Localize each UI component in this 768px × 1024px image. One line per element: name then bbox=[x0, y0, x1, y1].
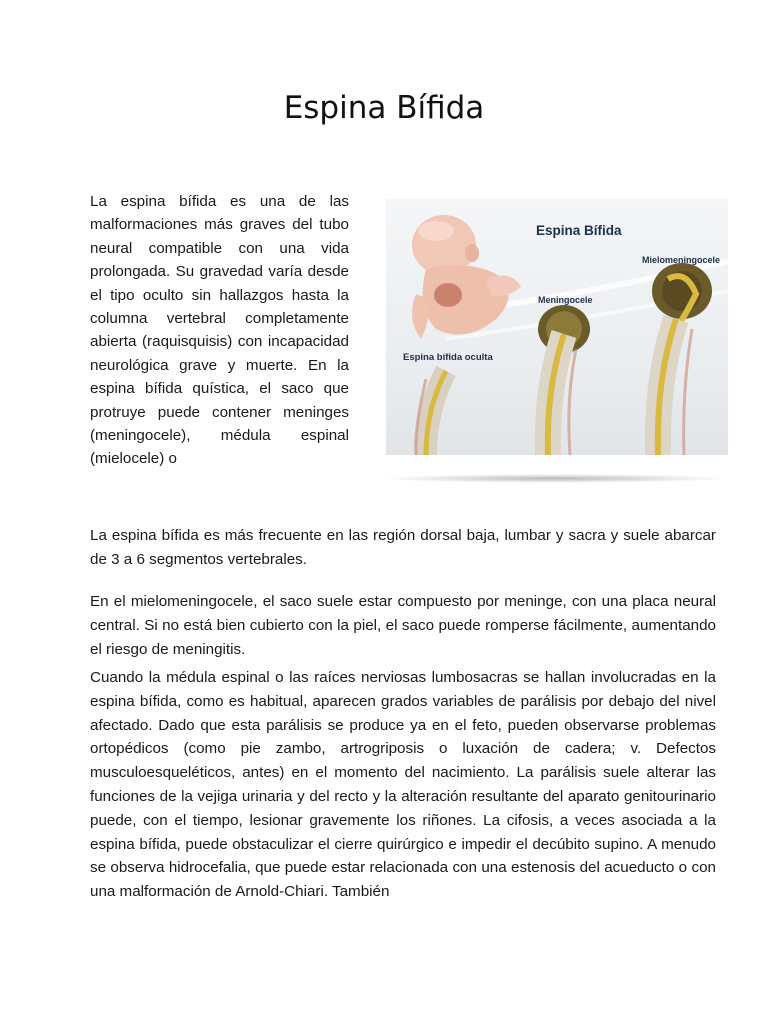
occult-spine-drawing bbox=[416, 371, 446, 455]
page-title: Espina Bífida bbox=[283, 90, 485, 126]
intro-paragraph: La espina bífida es una de las malformaciones más graves del tubo neural compatible con una vida prolongada. Su gravedad varía desde el tipo oculto sin hallazgos hasta la columna vertebral completamente abierta (raquisquisis) con incapacidad neurológica grave y muerte. En la espina bífida quística, el saco que protruye puede contener meninges (meningocele), médula espinal (mielocele) o bbox=[90, 193, 349, 468]
body-paragraph-1: La espina bífida es más frecuente en las región dorsal baja, lumbar y sacra y suele abarcar de 3 a 6 segmentos vertebrales. bbox=[90, 527, 716, 568]
illustration-panel bbox=[386, 199, 728, 455]
figure-title: Espina Bífida bbox=[536, 223, 622, 238]
label-occult-spina-bifida: Espina bífida oculta bbox=[403, 352, 493, 363]
body-paragraph-3: Cuando la médula espinal o las raíces nerviosas lumbosacras se hallan involucradas en la espina bífida, como es habitual, aparecen grados variables de parálisis por debajo del nivel afectado. Dado que esta parálisis se produce ya en el feto, pueden observarse problemas ortopédicos (como pie zambo, artrogriposis o luxación de cadera; v. Defectos musculoesqueléticos, antes) en el momento del nacimiento. La parálisis suele alterar las funciones de la vejiga urinaria y del recto y la alteración resultante del aparato genitourinario puede, con el tiempo, lesionar gravemente los riñones. La cifosis, a veces asociada a la espina bífida, puede obstaculizar el cierre quirúrgico e impedir el decúbito supino. A menudo se observa hidrocefalia, que puede estar relacionada con una estenosis del acueducto o con una malformación de Arnold-Chiari. También bbox=[90, 669, 716, 901]
body-paragraph-2: En el mielomeningocele, el saco suele estar compuesto por meninge, con una placa neural central. Si no está bien cubierto con la piel, el saco puede romperse fácilmente, aumentando el riesgo de meningitis. bbox=[90, 593, 716, 658]
label-meningocele: Meningocele bbox=[538, 295, 593, 305]
figure-shadow bbox=[380, 474, 728, 483]
meningocele-spine-drawing bbox=[538, 305, 590, 455]
myelomeningocele-spine-drawing bbox=[652, 263, 712, 455]
label-myelomeningocele: Mielomeningocele bbox=[642, 255, 721, 265]
infant-figure bbox=[412, 215, 521, 339]
spina-bifida-illustration bbox=[380, 187, 728, 483]
